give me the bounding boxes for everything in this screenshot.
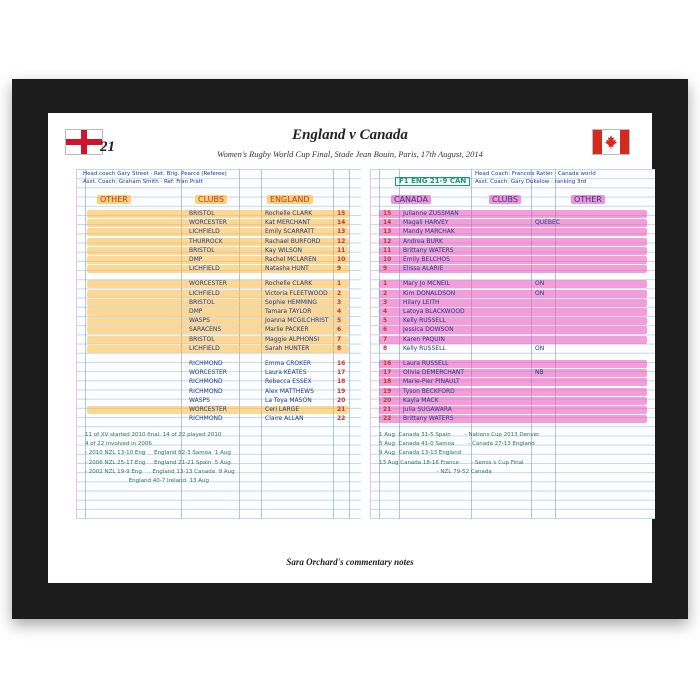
england-player-number: 6: [337, 326, 342, 334]
canada-player-number: 18: [383, 378, 392, 386]
canada-player-name: Laura RUSSELL: [403, 360, 449, 367]
canada-player-name: Kim DONALDSON: [403, 289, 456, 297]
england-player-row: [77, 396, 361, 405]
england-player-row: [77, 325, 361, 334]
england-player-row: [77, 298, 361, 307]
canada-player-name: Hilary LEITH: [403, 298, 440, 306]
canada-player-number: 19: [383, 387, 392, 395]
england-player-row: [77, 387, 361, 396]
canada-col-other: OTHER: [571, 195, 605, 204]
england-player-name: Natasha HUNT: [265, 265, 309, 273]
canada-player-name: Mandy MARCHAK: [403, 228, 455, 236]
canada-player-name: Brittany WATERS: [403, 246, 454, 254]
england-player-club: SARACENS: [189, 326, 222, 334]
page-caption: Sara Orchard's commentary notes: [286, 557, 414, 567]
canada-player-name: Emily BELCHOS: [403, 256, 450, 263]
england-player-number: 21: [337, 406, 346, 413]
england-notes-sheet: [76, 169, 361, 519]
england-score: 21: [100, 139, 115, 155]
canada-player-row: [371, 264, 655, 273]
england-player-row: [77, 344, 361, 353]
england-player-row: [77, 359, 361, 368]
england-player-name: Joanna MCGILCHRIST: [265, 317, 329, 325]
canada-player-name: Andrea BURK: [403, 237, 443, 245]
england-player-club: LICHFIELD: [189, 265, 220, 273]
england-player-club: DMP: [189, 308, 203, 315]
england-player-row: [77, 227, 361, 236]
canada-player-number: 13: [383, 228, 392, 236]
england-player-number: 20: [337, 396, 346, 404]
england-player-name: Rochelle CLARK: [265, 210, 313, 217]
canada-player-number: 22: [383, 415, 392, 423]
canada-player-name: Jessica DOWSON: [403, 326, 454, 334]
canada-player-number: 1: [383, 280, 388, 288]
england-player-name: Sophie HEMMING: [265, 298, 317, 306]
canada-player-number: 20: [383, 396, 392, 404]
canada-col-clubs: CLUBS: [489, 195, 521, 204]
canada-player-number: 11: [383, 246, 392, 254]
england-player-row: [77, 246, 361, 255]
england-player-name: Sarah HUNTER: [265, 344, 310, 352]
england-player-club: RICHMOND: [189, 415, 223, 423]
canada-player-row: [371, 246, 655, 255]
england-player-club: LICHFIELD: [189, 344, 220, 352]
england-foot-notes: 11 of XV started 2010 final. 14 of 22 played 2010 4 of 22 involved in 2006 - 2010 NZL 13-10 Eng England 82-3 Samoa 1 Aug - 2006 NZL 25-17 Eng England 21-21 Spain 5 Aug - 2002 NZL 19-9 Eng England 13-13 Canada 9 Aug England 40-7 Ireland 13 Aug: [85, 432, 235, 485]
england-player-number: 19: [337, 387, 346, 395]
england-player-name: Rebecca ESSEX: [265, 378, 312, 386]
england-player-club: WORCESTER: [189, 219, 227, 227]
canada-player-row: [371, 405, 655, 414]
canada-flag-icon: [592, 129, 630, 155]
canada-player-row: [371, 279, 655, 288]
canada-player-name: Brittany WATERS: [403, 415, 454, 423]
england-player-name: La Toya MASON: [265, 396, 312, 404]
england-player-number: 17: [337, 369, 346, 377]
canada-player-name: Marie-Pier PINAULT: [403, 378, 460, 386]
england-player-name: Rachael BURFORD: [265, 237, 321, 245]
canada-player-club: ON: [535, 280, 545, 288]
england-player-number: 2: [337, 289, 342, 297]
england-player-row: [77, 405, 361, 414]
picture-frame: [12, 79, 688, 619]
canada-player-row: [371, 218, 655, 227]
england-player-number: 1: [337, 280, 342, 288]
england-player-number: 7: [337, 335, 342, 343]
england-player-number: 22: [337, 415, 346, 423]
canada-player-name: Karen PAQUIN: [403, 335, 445, 343]
england-player-row: [77, 377, 361, 386]
canada-player-number: 7: [383, 335, 388, 343]
mat-board: [48, 113, 652, 583]
canada-player-club: NB: [535, 369, 544, 377]
england-col-clubs: CLUBS: [195, 195, 227, 204]
england-player-row: [77, 368, 361, 377]
canada-player-number: 8: [383, 344, 388, 352]
england-player-row: [77, 289, 361, 298]
canada-player-row: [371, 307, 655, 316]
england-col-england: ENGLAND: [267, 195, 313, 204]
england-player-name: Maggie ALPHONSI: [265, 335, 320, 343]
england-player-club: BRISTOL: [189, 298, 215, 306]
england-player-club: BRISTOL: [189, 335, 215, 343]
canada-player-row: [371, 387, 655, 396]
england-player-name: Marlie PACKER: [265, 326, 309, 334]
england-player-name: Kay WILSON: [265, 246, 303, 254]
canada-foot-notes: 1 Aug Canada 31-5 Spain - Nations Cup 2013 Denver 5 Aug Canada 41-0 Samoa - Canada 27-13 England 9 Aug Canada 13-13 England 13 Aug Canada 18-16 France - Semis v Cup Final - NZL 79-52 Canada: [379, 432, 540, 475]
england-player-club: THURROCK: [189, 237, 223, 245]
england-player-number: 15: [337, 210, 346, 217]
canada-player-number: 16: [383, 360, 392, 367]
england-player-name: Emma CROKER: [265, 360, 312, 367]
canada-player-club: ON: [535, 289, 545, 297]
england-player-club: RICHMOND: [189, 378, 223, 386]
canada-player-row: [371, 414, 655, 423]
canada-player-name: Kayla MACK: [403, 396, 439, 404]
england-player-club: BRISTOL: [189, 246, 215, 254]
canada-player-number: 12: [383, 237, 392, 245]
england-player-number: 5: [337, 317, 342, 325]
england-player-club: RICHMOND: [189, 360, 223, 367]
canada-player-name: Magali HARVEY: [403, 219, 449, 227]
england-player-name: Alex MATTHEWS: [265, 387, 314, 395]
england-player-club: WORCESTER: [189, 369, 227, 377]
england-player-row: [77, 414, 361, 423]
canada-player-number: 17: [383, 369, 392, 377]
canada-col-canada: CANADA: [391, 195, 431, 204]
england-player-club: WORCESTER: [189, 406, 227, 413]
england-player-row: [77, 316, 361, 325]
canada-player-row: [371, 377, 655, 386]
canada-player-number: 4: [383, 308, 388, 315]
england-col-other: OTHER: [97, 195, 131, 204]
england-player-row: [77, 307, 361, 316]
england-player-club: LICHFIELD: [189, 228, 220, 236]
england-player-club: BRISTOL: [189, 210, 215, 217]
england-player-name: Laura KEATES: [265, 369, 307, 377]
canada-player-number: 2: [383, 289, 388, 297]
canada-player-row: [371, 316, 655, 325]
canada-player-number: 21: [383, 406, 392, 413]
england-player-club: LICHFIELD: [189, 289, 220, 297]
england-player-number: 9: [337, 265, 342, 273]
england-player-club: RICHMOND: [189, 387, 223, 395]
canada-player-number: 15: [383, 210, 392, 217]
final-score-banner: F1 ENG 21-9 CAN: [395, 177, 470, 186]
canada-player-row: [371, 335, 655, 344]
canada-player-row: [371, 227, 655, 236]
canada-player-name: Kelly RUSSELL: [403, 344, 446, 352]
england-player-number: 10: [337, 256, 346, 263]
england-player-number: 16: [337, 360, 346, 367]
england-player-number: 18: [337, 378, 346, 386]
england-player-club: WASPS: [189, 396, 210, 404]
canada-player-name: Tyson BECKFORD: [403, 387, 455, 395]
england-player-number: 4: [337, 308, 342, 315]
canada-player-number: 5: [383, 317, 388, 325]
england-player-row: [77, 335, 361, 344]
canada-player-number: 9: [383, 265, 388, 273]
england-note-head: Head coach Gary Street · Ret. Brig. Pearce (Referee): [83, 171, 227, 177]
canada-player-club: QUEBEC: [535, 219, 561, 227]
england-player-number: 13: [337, 228, 346, 236]
canada-player-row: [371, 237, 655, 246]
england-player-name: Tamara TAYLOR: [265, 308, 312, 315]
england-player-name: Rochelle CLARK: [265, 280, 313, 288]
canada-player-club: ON: [535, 344, 545, 352]
page-title: England v Canada: [292, 127, 408, 143]
england-note-head-2: Asst. Coach: Graham Smith · Ref: Fran Pratt: [83, 179, 204, 185]
canada-player-name: Elissa ALARIE: [403, 265, 444, 273]
canada-player-number: 14: [383, 219, 392, 227]
canada-player-row: [371, 325, 655, 334]
england-player-name: Ceri LARGE: [265, 406, 300, 413]
england-player-row: [77, 218, 361, 227]
england-player-club: WORCESTER: [189, 280, 227, 288]
canada-player-row: [371, 209, 655, 218]
canada-player-row: [371, 344, 655, 353]
canada-note-head-2: Asst. Coach: Gary Dukelow · ranking 3rd: [475, 179, 587, 185]
canada-player-name: Julianne ZUSSMAN: [403, 210, 459, 217]
canada-player-row: [371, 368, 655, 377]
canada-player-name: Mary Jo MCNEIL: [403, 280, 450, 288]
canada-player-number: 10: [383, 256, 392, 263]
canada-player-number: 6: [383, 326, 388, 334]
england-player-number: 3: [337, 298, 342, 306]
page-subtitle: Women's Rugby World Cup Final, Stade Jean Bouin, Paris, 17th August, 2014: [217, 149, 483, 159]
canada-player-row: [371, 298, 655, 307]
england-player-row: [77, 237, 361, 246]
england-player-row: [77, 209, 361, 218]
canada-player-name: Olivia DEMERCHANT: [403, 369, 465, 377]
canada-player-row: [371, 289, 655, 298]
canada-notes-sheet: [370, 169, 655, 519]
england-player-name: Claire ALLAN: [265, 415, 304, 423]
england-player-club: WASPS: [189, 317, 210, 325]
england-player-club: DMP: [189, 256, 203, 263]
england-player-row: [77, 255, 361, 264]
canada-player-name: Latoya BLACKWOOD: [403, 308, 465, 315]
canada-note-head: Head Coach: Francois Ratier · Canada world: [475, 171, 596, 177]
england-player-name: Emily SCARRATT: [265, 228, 315, 236]
england-player-number: 14: [337, 219, 346, 227]
canada-player-name: Kelly RUSSELL: [403, 317, 446, 325]
england-player-row: [77, 279, 361, 288]
england-player-number: 11: [337, 246, 346, 254]
canada-player-row: [371, 396, 655, 405]
england-player-name: Rachel MCLAREN: [265, 256, 317, 263]
canada-player-name: Julia SUGAWARA: [403, 406, 452, 413]
canada-player-row: [371, 359, 655, 368]
england-player-name: Kat MERCHANT: [265, 219, 311, 227]
england-player-row: [77, 264, 361, 273]
canada-player-number: 3: [383, 298, 388, 306]
england-player-name: Victoria FLEETWOOD: [265, 289, 328, 297]
england-player-number: 8: [337, 344, 342, 352]
england-player-number: 12: [337, 237, 346, 245]
canada-player-row: [371, 255, 655, 264]
